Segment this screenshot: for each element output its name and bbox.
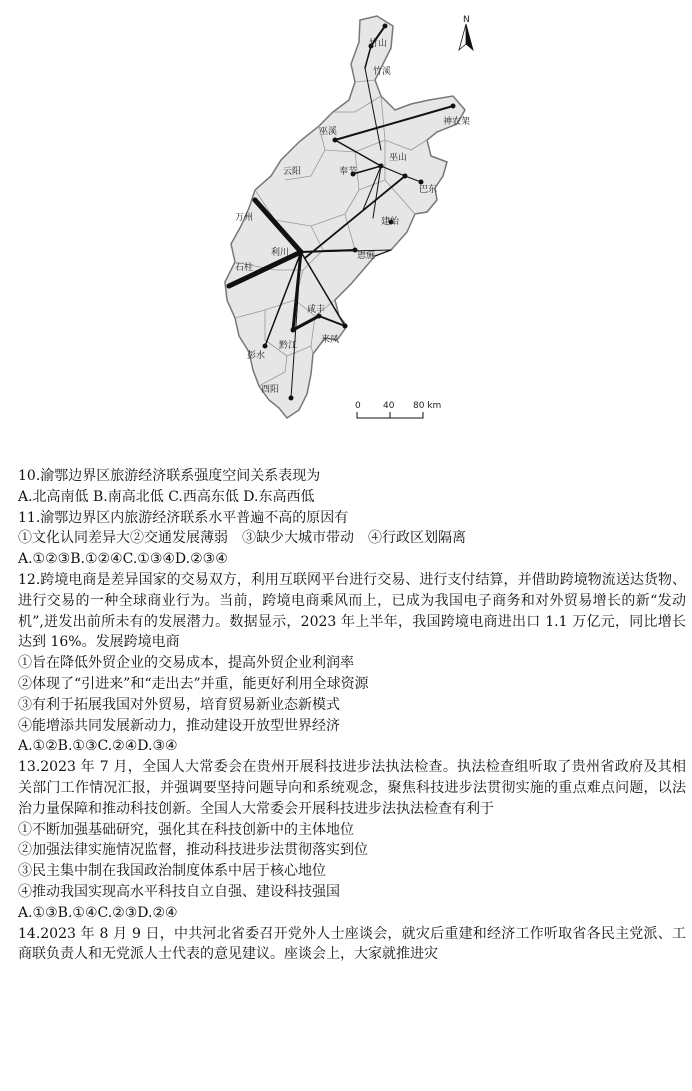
q13-stem: 13.2023 年 7 月，全国人大常委会在贵州开展科技进步法执法检查。执法检查组听取了贵州省政府及其相关部门工作情况汇报，并强调要坚持问题导向和系统观念，聚焦科技进步法贯彻实施的重点难点问题，以法治力量保障和推动科技创新。全国人大常委会开展科技进步法执法检查有利于 [18, 759, 686, 817]
scale-0: 0 [355, 401, 361, 411]
label-fengjie: 奉节 [339, 167, 358, 177]
question-text [18, 466, 686, 965]
label-enshi: 恩施 [357, 251, 376, 261]
q12-item-2: ②体现了“引进来”和“走出去”并重，能更好利用全球资源 [18, 675, 369, 692]
q10-stem: 10.渝鄂边界区旅游经济联系强度空间关系表现为 [18, 468, 321, 484]
north-label: N [463, 15, 470, 25]
q12-item-3: ③有利于拓展我国对外贸易，培育贸易新业态新模式 [18, 696, 340, 713]
q12-item-4: ④能增添共同发展新动力，推动建设开放型世界经济 [18, 717, 340, 734]
label-youyang: 酉阳 [261, 385, 280, 395]
q14-stem: 14.2023 年 8 月 9 日，中共河北省委召开党外人士座谈会，就灾后重建和经济工作听取省各民主党派、工商联负责人和无党派人士代表的意见建议。座谈会上，大家就推进灾 [18, 925, 686, 963]
q11-options: A.①②③B.①②④C.①③④D.②③④ [18, 551, 228, 568]
label-zhushan: 竹山 [369, 39, 388, 49]
q10-options: A.北高南低 B.南高北低 C.西高东低 D.东高西低 [18, 488, 315, 505]
q12-item-1: ①旨在降低外贸企业的交易成本，提高外贸企业利润率 [18, 655, 354, 672]
q13-item-3: ③民主集中制在我国政治制度体系中居于核心地位 [18, 863, 326, 880]
label-zhuxi: 竹溪 [373, 67, 392, 77]
label-wuxi: 巫溪 [319, 127, 338, 137]
q12-options: A.①②B.①③C.②④D.③④ [18, 738, 178, 755]
scale-40: 40 [383, 401, 395, 411]
north-arrow [459, 15, 473, 50]
label-badong: 巴东 [419, 185, 438, 195]
q13-item-1: ①不断加强基础研究，强化其在科技创新中的主体地位 [18, 821, 354, 838]
q13-item-4: ④推动我国实现高水平科技自立自强、建设科技强国 [18, 883, 340, 900]
label-wanzhou: 万州 [235, 213, 254, 223]
q12-stem: 12.跨境电商是差异国家的交易双方，利用互联网平台进行交易、进行支付结算，并借助跨境物流送达货物、进行交易的一种全球商业行为。当前，跨境电商乘风而上，已成为我国电子商务和对外贸易增长的新“发动机”,迸发出前所未有的发展潜力。数据显示，2023 年上半年，我国跨境电商进出口 1.1 万亿元，同比增长达到 16%。发展跨境电商 [18, 571, 686, 651]
scale-bar [357, 412, 423, 418]
label-xianfeng: 咸丰 [307, 305, 326, 315]
label-shennongjia: 神农架 [443, 117, 471, 127]
north-arrow-icon [466, 24, 473, 50]
q11-items: ①文化认同差异大②交通发展薄弱 ③缺少大城市带动 ④行政区划隔离 [18, 530, 466, 547]
label-pengshui: 彭水 [247, 351, 266, 361]
q13-item-2: ②加强法律实施情况监督，推动科技进步法贯彻落实到位 [18, 842, 368, 859]
tourism-map [215, 0, 515, 460]
q13-options: A.①③B.①④C.②③D.②④ [18, 904, 178, 921]
label-lichuan: 利川 [271, 248, 290, 258]
label-laifeng: 来凤 [321, 335, 340, 345]
label-qianjiang: 黔江 [279, 341, 298, 351]
q11-stem: 11.渝鄂边界区内旅游经济联系水平普遍不高的原因有 [18, 509, 349, 526]
label-jianshi: 建始 [381, 217, 400, 227]
scale-80: 80 km [413, 401, 442, 411]
label-yunyang: 云阳 [283, 167, 302, 177]
label-wushan: 巫山 [389, 153, 408, 163]
label-shizhu: 石柱 [235, 263, 254, 273]
